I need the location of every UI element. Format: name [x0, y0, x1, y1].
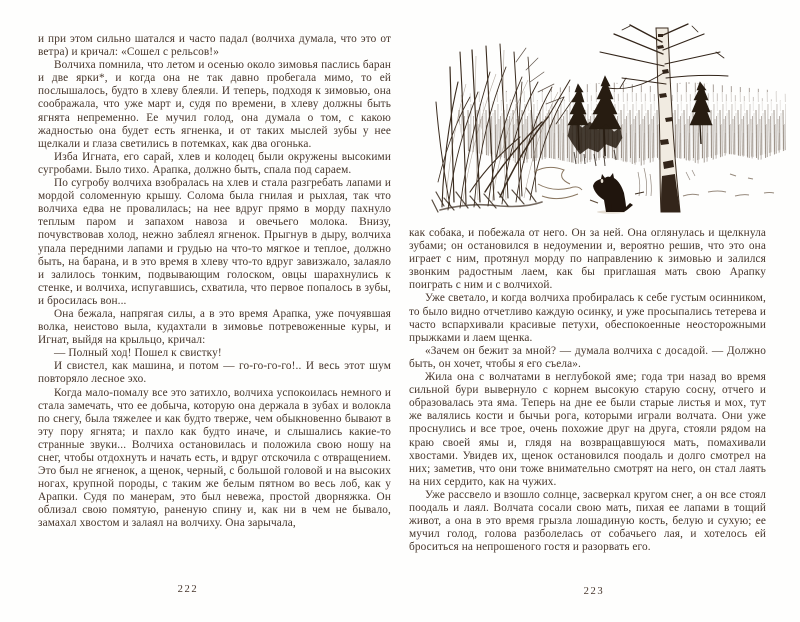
paragraph: Когда мало-помалу все это затихло, волчиха успокоилась немного и стала замечать, что ее добыча, которую она держала в зубах и волокла по снегу, была тяжелее и как будто тверже, чем обыкновенно бывают в эту пору ягнята; и пахло как будто иначе, и слышались какие-то странные звуки... Волчиха остановилась и положила свою ношу на снег, чтобы отдохнуть и начать есть, и вдруг отскочила с отвращением. Это был не ягненок, а щенок, черный, с большой головой и на высоких ногах, крупной породы, с таким же белым пятном во весь лоб, как у Арапки. Судя по манерам, это был невежа, простой дворняжка. Он облизал свою помятую, раненую спину и, как ни в чем не бывало, замахал хвостом и залаял на волчиху. Она зарычала,	[38, 386, 391, 530]
paragraph-quote: «Зачем он бежит за мной? — думала волчиха с досадой. — Должно быть, он хочет, чтобы я его съела».	[409, 344, 766, 370]
snow-strokes	[683, 174, 774, 196]
paragraph: как собака, и побежала от него. Он за ней. Она оглянулась и щелкнула зубами; он остановился в недоумении и, вероятно решив, что это она играет с ним, протянул морду по направлению к зимовью и залился звонким радостным лаем, как бы приглашая мать свою Арапку поиграть с ним и с волчихой.	[409, 227, 766, 292]
paragraph: Изба Игната, его сарай, хлев и колодец были окружены высокими сугробами. Было тихо. Арапка, должно быть, спала под сараем.	[38, 150, 391, 176]
paragraph: и при этом сильно шатался и часто падал (волчиха думала, что это от ветра) и кричал: «Сошел с рельсов!»	[38, 33, 391, 59]
paragraph: Уже светало, и когда волчиха пробиралась к себе густым осинником, то было видно отчетливо каждую осинку, и уже просыпались тетерева и часто вспархивали красивые петухи, обеспокоенные неосторожными прыжками и лаем щенка.	[409, 292, 766, 344]
paragraph-dialogue: — Полный ход! Пошел к свистку!	[54, 347, 222, 360]
paragraph: Жила она с волчатами в неглубокой яме; года три назад во время сильной бури вывернуло с корнем высокую старую сосну, отчего и образовалась эта яма. Теперь на дне ее были старые листья и мох, тут же валялись кости и бычьи рога, которыми играли волчата. Они уже проснулись и все трое, очень похожие друг на друга, стояли рядом на краю своей ямы и, глядя на возвращавшуюся мать, помахивали хвостами. Увидев их, щенок остановился поодаль и долго смотрел на них; заметив, что они тоже внимательно смотрят на него, он стал лаять на них сердито, как на чужих.	[409, 371, 766, 488]
paragraph: Она бежала, напрягая силы, а в это время Арапка, уже почуявшая волка, неистово выла, кудахтали в зимовье потревоженные куры, и Игнат, выйдя на крыльцо, кричал:	[38, 307, 391, 347]
puppy	[593, 173, 644, 214]
paragraph: Уже рассвело и взошло солнце, засверкал кругом снег, а он все стоял поодаль и лаял. Волчата сосали свою мать, пихая ее лапами в тощий живот, а она в это время грызла лошадиную кость, белую и сухую; ее мучил голод, голова разболелась от собачьего лая, и хотелось ей броситься на непрошеного гостя и разорвать его.	[409, 488, 766, 554]
page-left-text	[38, 33, 391, 581]
paragraph: Волчиха помнила, что летом и осенью около зимовья паслись баран и две ярки*, и когда она не так давно пробегала мимо, то ей послышалось, будто в хлеву блеяли. И теперь, подходя к зимовью, она соображала, что уже март и, судя по времени, в хлеву должны быть ягнята непременно. Ее мучил голод, она думала о том, с какою жадностью она будет есть ягненка, и от таких мыслей зубы у нее щелкали и глаза светились в потемках, как два огонька.	[38, 59, 391, 150]
paragraph: И свистел, как машина, и потом — го-го-го-го!.. И весь этот шум повторяло лесное эхо.	[38, 360, 391, 386]
paragraph: По сугробу волчиха взобралась на хлев и стала разгребать лапами и мордой соломенную крышу. Солома была гнилая и рыхлая, так что волчиха едва не провалилась; на нее вдруг прямо в морду пахнуло теплым паром и запахом навоза и овечьего молока. Внизу, почувствовав холод, нежно заблеял ягненок. Прыгнув в дыру, волчиха упала передними лапами и грудью на что-то мягкое и теплое, должно быть, на барана, и в это время в хлеву что-то вдруг завизжало, залаяло и залилось тонким, подвывающим голоском, овцы шарахнулись к стенке, и волчиха, испугавшись, схватила, что первое попалось в зубы, и бросилась вон...	[38, 177, 391, 307]
page-number-right: 223	[583, 586, 605, 597]
page-number-left: 222	[177, 584, 199, 595]
page-right-text	[409, 227, 766, 587]
illustration-winter-forest	[430, 22, 788, 218]
page-right	[400, 0, 800, 622]
